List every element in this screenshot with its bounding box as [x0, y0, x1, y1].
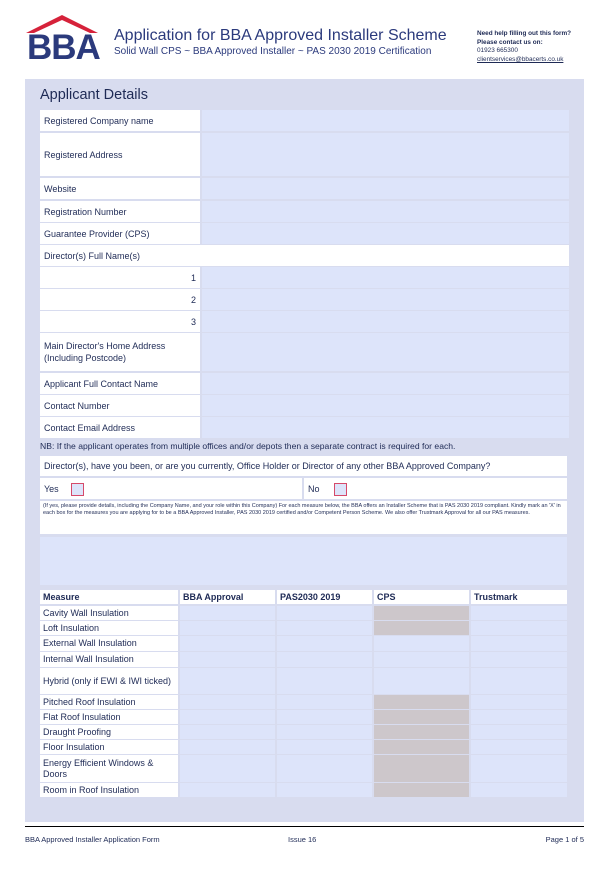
field-label: Applicant Full Contact Name: [40, 373, 200, 394]
pas-checkbox-cell[interactable]: [277, 636, 372, 651]
measure-name: Pitched Roof Insulation: [40, 695, 178, 709]
measure-name: Room in Roof Insulation: [40, 783, 178, 797]
bba-checkbox-cell[interactable]: [180, 636, 275, 651]
bba-checkbox-cell[interactable]: [180, 725, 275, 739]
bba-checkbox-cell[interactable]: [180, 695, 275, 709]
measure-name: Cavity Wall Insulation: [40, 606, 178, 620]
field-label: Contact Email Address: [40, 417, 200, 438]
cps-checkbox-cell: [374, 606, 469, 620]
guarantee-provider-input[interactable]: [202, 223, 569, 244]
cps-checkbox-cell: [374, 695, 469, 709]
row-registration-number: [40, 201, 569, 222]
cps-checkbox-cell: [374, 755, 469, 782]
col-header-trustmark: Trustmark: [471, 590, 567, 604]
field-label: Registration Number: [40, 201, 200, 222]
registration-number-input[interactable]: [202, 201, 569, 222]
pas-checkbox-cell[interactable]: [277, 606, 372, 620]
bba-checkbox-cell[interactable]: [180, 668, 275, 694]
cps-checkbox-cell: [374, 740, 469, 754]
registered-address-input[interactable]: [202, 133, 569, 176]
row-director-1: [40, 267, 569, 288]
row-contact-number: [40, 395, 569, 416]
col-header-pas2030: PAS2030 2019: [277, 590, 372, 604]
bba-checkbox-cell[interactable]: [180, 710, 275, 724]
page-header: [0, 0, 611, 80]
director-home-address-input[interactable]: [202, 333, 569, 371]
help-contact: [477, 30, 571, 64]
multiple-offices-note: NB: If the applicant operates from multiple offices and/or depots then a separate contract is required for each.: [40, 441, 456, 451]
cps-checkbox-cell: [374, 783, 469, 797]
yes-label: Yes: [44, 483, 59, 494]
trustmark-checkbox-cell[interactable]: [471, 695, 567, 709]
trustmark-checkbox-cell[interactable]: [471, 668, 567, 694]
field-label: Registered Company name: [40, 110, 200, 131]
director-question: Director(s), have you been, or are you currently, Office Holder or Director of any other BBA Approved Company?: [40, 456, 567, 476]
directors-label: Director(s) Full Name(s): [40, 245, 569, 266]
instructions-text: (If yes, please provide details, including the Company Name, and your role within this Company) For each measure below, the BBA offers an Installer Scheme that is PAS 2030 2019 compliant. Kindly mark an 'X' in each box for the measures you are applying for to be a BBA Approved Installer, PAS 2030 2019 certified and/or Competent Person Scheme. We also offer Trustmark Approval for all our PAS measures.: [40, 501, 567, 534]
director-3-input[interactable]: [202, 311, 569, 332]
trustmark-checkbox-cell[interactable]: [471, 636, 567, 651]
bba-checkbox-cell[interactable]: [180, 652, 275, 667]
measure-name: Energy Efficient Windows & Doors: [40, 755, 178, 782]
bba-checkbox-cell[interactable]: [180, 783, 275, 797]
measure-name: Hybrid (only if EWI & IWI ticked): [40, 668, 178, 694]
logo-text: BBA: [27, 28, 100, 67]
cps-checkbox-cell: [374, 725, 469, 739]
cps-checkbox-cell[interactable]: [374, 652, 469, 667]
row-company-name: [40, 110, 569, 131]
row-contact-email: [40, 417, 569, 438]
form-subtitle: Solid Wall CPS ~ BBA Approved Installer ~ PAS 2030 2019 Certification: [114, 46, 432, 57]
director-1-input[interactable]: [202, 267, 569, 288]
footer-form-name: BBA Approved Installer Application Form: [25, 835, 160, 844]
row-guarantee-provider: [40, 223, 569, 244]
no-label: No: [308, 483, 320, 494]
no-checkbox[interactable]: [334, 483, 347, 496]
director-number: 3: [40, 311, 200, 332]
section-title-applicant: Applicant Details: [40, 87, 148, 103]
contact-number-input[interactable]: [202, 395, 569, 416]
field-label: Main Director's Home Address (Including Postcode): [40, 333, 200, 371]
trustmark-checkbox-cell[interactable]: [471, 725, 567, 739]
row-website: [40, 178, 569, 199]
row-director-2: [40, 289, 569, 310]
footer-issue: Issue 16: [288, 835, 317, 844]
trustmark-checkbox-cell[interactable]: [471, 755, 567, 782]
help-email-link[interactable]: clientservices@bbacerts.co.uk: [477, 55, 564, 63]
pas-checkbox-cell[interactable]: [277, 621, 372, 635]
field-label: Registered Address: [40, 133, 200, 176]
cps-checkbox-cell: [374, 710, 469, 724]
pas-checkbox-cell[interactable]: [277, 783, 372, 797]
cps-checkbox-cell[interactable]: [374, 636, 469, 651]
bba-checkbox-cell[interactable]: [180, 755, 275, 782]
measure-name: Draught Proofing: [40, 725, 178, 739]
col-header-cps: CPS: [374, 590, 469, 604]
yes-checkbox[interactable]: [71, 483, 84, 496]
field-label: Guarantee Provider (CPS): [40, 223, 200, 244]
row-director-home-address: [40, 333, 569, 371]
col-header-measure: Measure: [40, 590, 178, 604]
bba-checkbox-cell[interactable]: [180, 621, 275, 635]
footer-divider: [25, 826, 584, 827]
row-contact-name: [40, 373, 569, 394]
website-input[interactable]: [202, 178, 569, 199]
pas-checkbox-cell[interactable]: [277, 695, 372, 709]
other-company-details-input[interactable]: [40, 537, 567, 585]
help-phone: 01923 665300: [477, 47, 518, 54]
help-line-2: Please contact us on:: [477, 38, 543, 46]
trustmark-checkbox-cell[interactable]: [471, 652, 567, 667]
measure-name: Internal Wall Insulation: [40, 652, 178, 667]
trustmark-checkbox-cell[interactable]: [471, 606, 567, 620]
pas-checkbox-cell[interactable]: [277, 668, 372, 694]
company-name-input[interactable]: [202, 110, 569, 131]
trustmark-checkbox-cell[interactable]: [471, 783, 567, 797]
pas-checkbox-cell[interactable]: [277, 755, 372, 782]
row-registered-address: [40, 133, 569, 176]
help-line-1: Need help filling out this form?: [477, 30, 572, 37]
cps-checkbox-cell: [374, 621, 469, 635]
footer-page-number: Page 1 of 5: [545, 835, 584, 844]
field-label: Contact Number: [40, 395, 200, 416]
measure-name: External Wall Insulation: [40, 636, 178, 651]
pas-checkbox-cell[interactable]: [277, 652, 372, 667]
col-header-bba-approval: BBA Approval: [180, 590, 275, 604]
field-label: Website: [40, 178, 200, 199]
trustmark-checkbox-cell[interactable]: [471, 740, 567, 754]
pas-checkbox-cell[interactable]: [277, 710, 372, 724]
measure-name: Loft Insulation: [40, 621, 178, 635]
form-title: Application for BBA Approved Installer Scheme: [114, 27, 447, 44]
contact-email-input[interactable]: [202, 417, 569, 438]
row-director-3: [40, 311, 569, 332]
director-number: 1: [40, 267, 200, 288]
measure-name: Flat Roof Insulation: [40, 710, 178, 724]
bba-logo: [24, 13, 100, 69]
pas-checkbox-cell[interactable]: [277, 740, 372, 754]
pas-checkbox-cell[interactable]: [277, 725, 372, 739]
director-2-input[interactable]: [202, 289, 569, 310]
bba-checkbox-cell[interactable]: [180, 606, 275, 620]
trustmark-checkbox-cell[interactable]: [471, 621, 567, 635]
director-number: 2: [40, 289, 200, 310]
row-directors-header: [40, 245, 569, 266]
trustmark-checkbox-cell[interactable]: [471, 710, 567, 724]
measure-name: Floor Insulation: [40, 740, 178, 754]
bba-checkbox-cell[interactable]: [180, 740, 275, 754]
contact-name-input[interactable]: [202, 373, 569, 394]
cps-checkbox-cell[interactable]: [374, 668, 469, 694]
